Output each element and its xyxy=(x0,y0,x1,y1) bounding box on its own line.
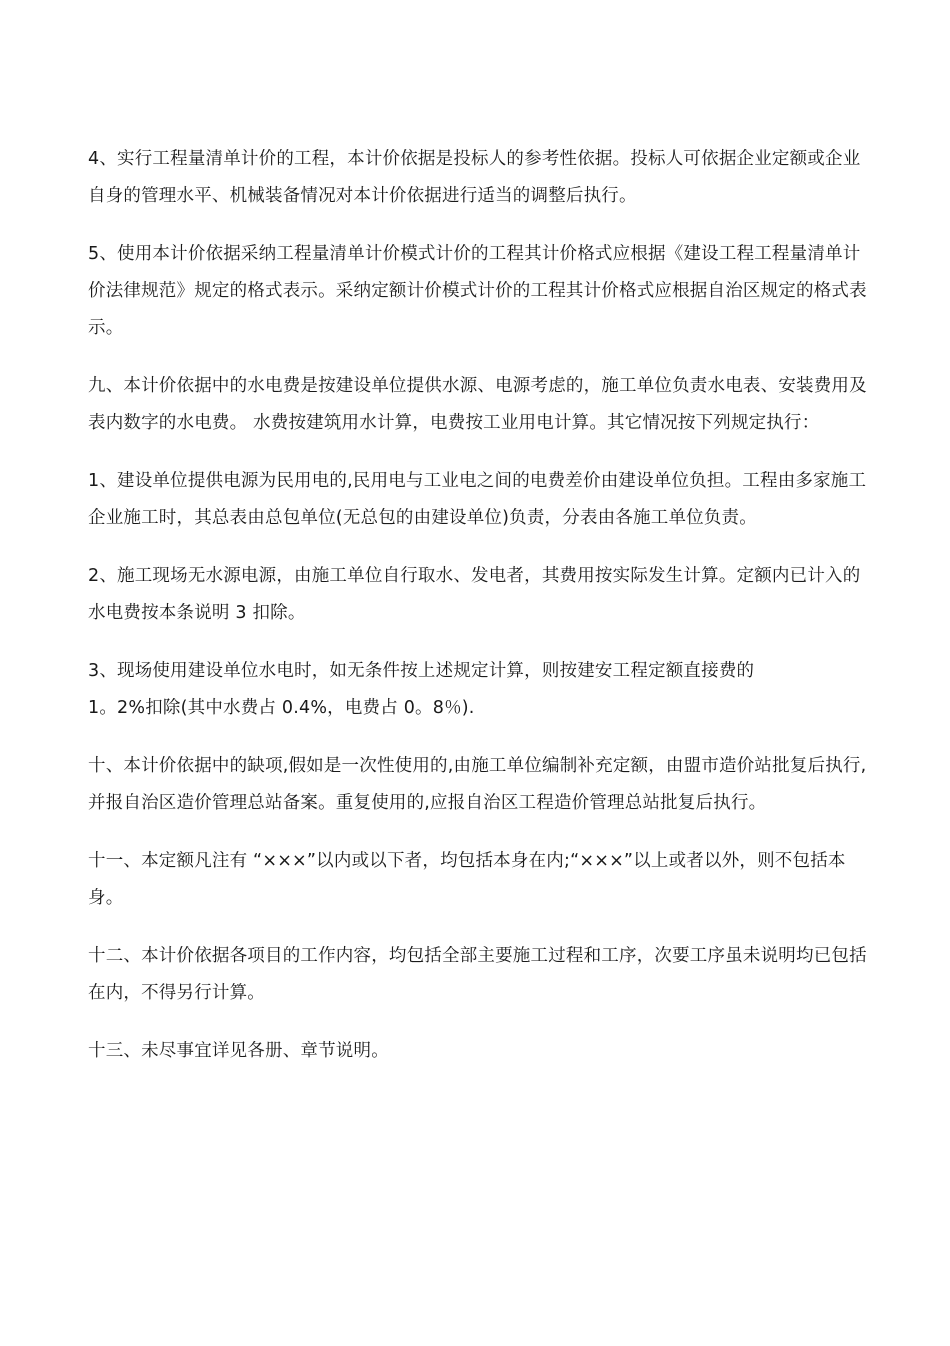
paragraph-section-10: 十、本计价依据中的缺项,假如是一次性使用的,由施工单位编制补充定额，由盟市造价站批复后执行,并报自治区造价管理总站备案。重复使用的,应报自治区工程造价管理总站批复后执行。 xyxy=(88,756,867,813)
paragraph-section-12: 十二、本计价依据各项目的工作内容，均包括全部主要施工过程和工序，次要工序虽未说明均已包括在内，不得另行计算。 xyxy=(88,946,867,1003)
paragraph-section-11: 十一、本定额凡注有 “×××”以内或以下者，均包括本身在内;“×××”以上或者以外，则不包括本身。 xyxy=(88,851,846,908)
paragraph-section-13: 十三、未尽事宜详见各册、章节说明。 xyxy=(88,1041,389,1061)
paragraph-item-4: 4、实行工程量清单计价的工程，本计价依据是投标人的参考性依据。投标人可依据企业定额或企业自身的管理水平、机械装备情况对本计价依据进行适当的调整后执行。 xyxy=(88,149,861,206)
paragraph-item-9-1: 1、建设单位提供电源为民用电的,民用电与工业电之间的电费差价由建设单位负担。工程由多家施工企业施工时，其总表由总包单位(无总包的由建设单位)负责，分表由各施工单位负责。 xyxy=(88,471,867,528)
paragraph-item-5: 5、使用本计价依据采纳工程量清单计价模式计价的工程其计价格式应根据《建设工程工程量清单计价法律规范》规定的格式表示。采纳定额计价模式计价的工程其计价格式应根据自治区规定的格式表示。 xyxy=(88,244,867,338)
document-body xyxy=(88,141,868,1091)
paragraph-item-9-2: 2、施工现场无水源电源，由施工单位自行取水、发电者，其费用按实际发生计算。定额内已计入的水电费按本条说明 3 扣除。 xyxy=(88,566,861,623)
paragraph-item-9-3: 3、现场使用建设单位水电时，如无条件按上述规定计算，则按建安工程定额直接费的 1。2%扣除(其中水费占 0.4%，电费占 0。8％). xyxy=(88,661,755,718)
paragraph-section-9: 九、本计价依据中的水电费是按建设单位提供水源、电源考虑的，施工单位负责水电表、安装费用及表内数字的水电费。 水费按建筑用水计算，电费按工业用电计算。其它情况按下列规定执行： xyxy=(88,376,867,433)
